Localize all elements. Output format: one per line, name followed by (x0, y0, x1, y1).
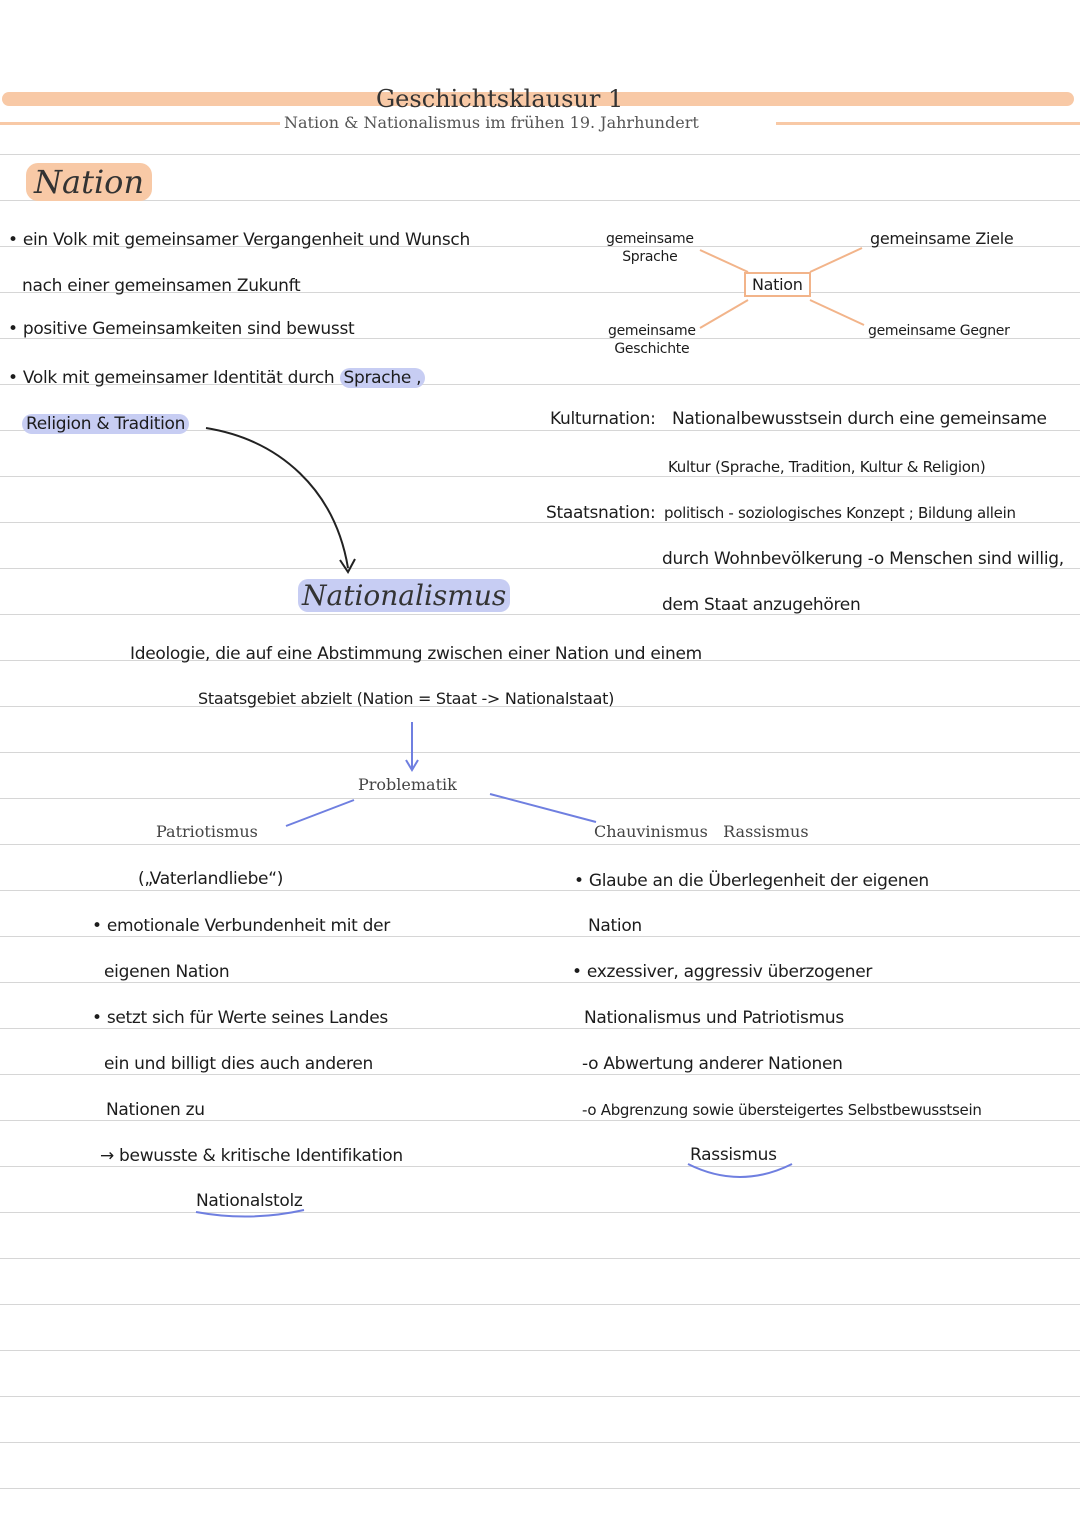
chauvinismus-line-3: • exzessiver, aggressiv überzogener (572, 962, 873, 982)
nation-bullet-3 (8, 367, 425, 389)
staatsnation-text-2: durch Wohnbevölkerung -o Menschen sind willig, (662, 549, 1064, 569)
nation-heading-text: Nation (26, 163, 152, 201)
branch-left (286, 800, 354, 826)
nationalismus-definition-1: Ideologie, die auf eine Abstimmung zwischen einer Nation und einem (130, 644, 702, 664)
title-bar-thin-right (776, 122, 1080, 125)
patriotismus-line-3: eigenen Nation (104, 962, 230, 982)
nation-bullet-1-cont: nach einer gemeinsamen Zukunft (22, 276, 301, 296)
chauvinismus-line-1: • Glaube an die Überlegenheit der eigenen (574, 871, 929, 891)
rassismus-heading-text: Rassismus (723, 822, 809, 841)
patriotismus-heading: Patriotismus (156, 822, 258, 841)
chauvinismus-line-7: Rassismus (690, 1145, 777, 1165)
chauvinismus-line-4: Nationalismus und Patriotismus (584, 1008, 844, 1028)
chauvinismus-line-6: -o Abgrenzung sowie übersteigertes Selbstbewusstsein (582, 1101, 982, 1119)
nation-bullet-3-text: • Volk mit gemeinsamer Identität durch (8, 368, 335, 388)
chauvinismus-line-2: Nation (588, 916, 642, 936)
mindmap-top-right: gemeinsame Ziele (870, 229, 1014, 248)
title-bar-thin-left (0, 122, 280, 125)
nation-bullet-1: • ein Volk mit gemeinsamer Vergangenheit und Wunsch (8, 230, 470, 250)
mindmap-bottom-left: gemeinsame Geschichte (608, 323, 696, 357)
patriotismus-line-4: • setzt sich für Werte seines Landes (92, 1008, 388, 1028)
patriotismus-line-6: Nationen zu (106, 1100, 205, 1120)
patriotismus-line-8: Nationalstolz (196, 1191, 303, 1211)
staatsnation-text-1: politisch - soziologisches Konzept ; Bildung allein (664, 504, 1016, 522)
nation-bullet-3-cont (22, 413, 189, 435)
staatsnation-text-3: dem Staat anzugehören (662, 595, 861, 615)
section-heading-nationalismus (298, 578, 510, 614)
nation-bullet-2: • positive Gemeinsamkeiten sind bewusst (8, 319, 355, 339)
nationalismus-definition-2: Staatsgebiet abzielt (Nation = Staat -> Nationalstaat) (198, 689, 615, 708)
page-title: Geschichtsklausur 1 (376, 85, 624, 113)
section-heading-nation (26, 162, 152, 202)
chauvinismus-heading-text: Chauvinismus (594, 822, 708, 841)
staatsnation-term: Staatsnation: (546, 503, 656, 523)
patriotismus-line-2: • emotionale Verbundenheit mit der (92, 916, 390, 936)
patriotismus-line-7: → bewusste & kritische Identifikation (100, 1146, 403, 1166)
curved-arrow (206, 428, 348, 568)
kulturnation-text-1: Nationalbewusstsein durch eine gemeinsame (672, 409, 1047, 429)
chauvinismus-heading (594, 821, 809, 843)
mindmap-top-left: gemeinsame Sprache (606, 231, 694, 265)
kulturnation-text-2: Kultur (Sprache, Tradition, Kultur & Religion) (668, 458, 986, 476)
patriotismus-line-5: ein und billigt dies auch anderen (104, 1054, 373, 1074)
highlight-religion-tradition: Religion & Tradition (22, 414, 189, 434)
page-subtitle: Nation & Nationalismus im frühen 19. Jahrhundert (284, 113, 699, 132)
nationalismus-heading-text: Nationalismus (298, 579, 510, 612)
highlight-sprache: Sprache , (340, 368, 426, 388)
kulturnation-term: Kulturnation: (550, 409, 656, 429)
problematik-label: Problematik (358, 775, 457, 794)
patriotismus-line-1: („Vaterlandliebe“) (138, 869, 284, 889)
mindmap-center: Nation (744, 272, 811, 297)
chauvinismus-line-5: -o Abwertung anderer Nationen (582, 1054, 843, 1074)
branch-right (490, 794, 596, 822)
mindmap-bottom-right: gemeinsame Gegner (868, 323, 1010, 339)
